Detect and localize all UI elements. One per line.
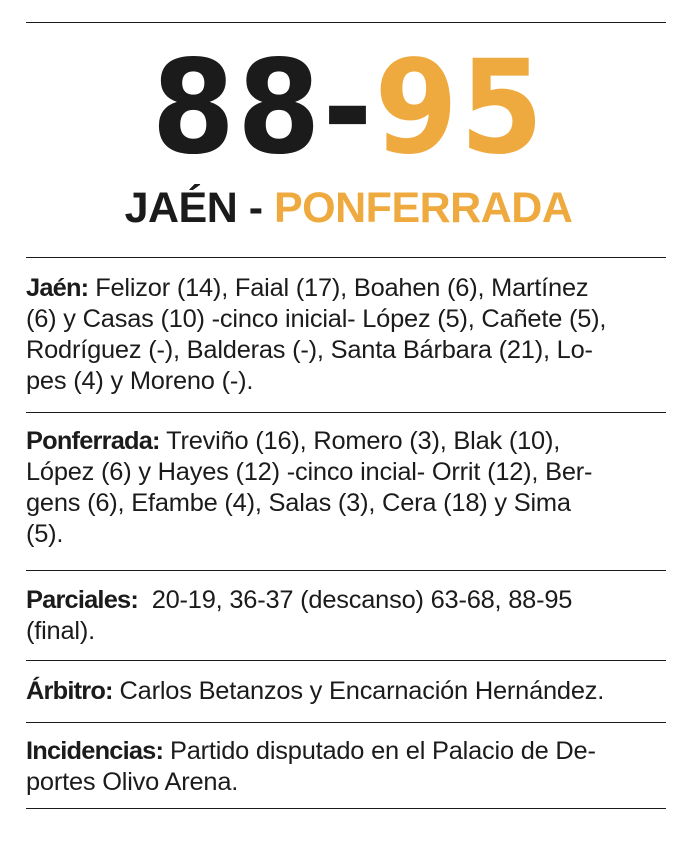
- parciales-section: [26, 585, 666, 647]
- incidencias-text-1: Partido disputado en el Palacio de De-: [163, 737, 596, 765]
- arbitro-text-1: Carlos Betanzos y Encarnación Hernández.: [112, 677, 605, 705]
- teams-separator: -: [237, 184, 274, 232]
- final-score: [0, 28, 697, 190]
- bottom-rule: [26, 808, 666, 809]
- divider-after-ponferrada: [26, 570, 666, 571]
- incidencias-section: [26, 736, 666, 798]
- ponferrada-text-1: Treviño (16), Romero (3), Blak (10),: [159, 427, 561, 455]
- divider-after-heading: [26, 257, 666, 258]
- home-score: 88: [151, 33, 323, 184]
- parciales-text-1: 20-19, 36-37 (descanso) 63-68, 88-95: [138, 586, 573, 614]
- away-team-name: PONFERRADA: [274, 184, 573, 232]
- jaen-line-1: [26, 273, 666, 304]
- incidencias-line-2: portes Olivo Arena.: [26, 768, 239, 796]
- arbitro-line-1: [26, 676, 666, 707]
- divider-after-parciales: [26, 660, 666, 661]
- parciales-label: Parciales:: [26, 586, 138, 614]
- divider-after-arbitro: [26, 722, 666, 723]
- parciales-line-1: [26, 585, 666, 616]
- divider-after-jaen: [26, 412, 666, 413]
- ponferrada-line-2: López (6) y Hayes (12) -cinco incial- Orrit (12), Ber-: [26, 458, 593, 486]
- teams-heading: [0, 178, 697, 238]
- ponferrada-label: Ponferrada:: [26, 427, 160, 455]
- incidencias-label: Incidencias:: [26, 737, 164, 765]
- away-score: 95: [374, 33, 546, 184]
- ponferrada-line-1: [26, 426, 666, 457]
- jaen-line-4: pes (4) y Moreno (-).: [26, 367, 254, 395]
- incidencias-line-1: [26, 736, 666, 767]
- parciales-line-2: (final).: [26, 617, 95, 645]
- arbitro-label: Árbitro:: [26, 677, 113, 705]
- ponferrada-line-4: (5).: [26, 520, 64, 548]
- jaen-line-3: Rodríguez (-), Balderas (-), Santa Bárbara (21), Lo-: [26, 336, 593, 364]
- home-team-name: JAÉN: [124, 184, 238, 232]
- score-separator: -: [322, 33, 375, 184]
- ponferrada-line-3: gens (6), Efambe (4), Salas (3), Cera (18) y Sima: [26, 489, 571, 517]
- arbitro-section: [26, 676, 666, 707]
- jaen-line-2: (6) y Casas (10) -cinco inicial- López (5), Cañete (5),: [26, 305, 607, 333]
- top-rule: [26, 22, 666, 23]
- jaen-text-1: Felizor (14), Faial (17), Boahen (6), Martínez: [88, 274, 589, 302]
- ponferrada-lineup: [26, 426, 666, 550]
- jaen-label: Jaén:: [26, 274, 89, 302]
- jaen-lineup: [26, 273, 666, 397]
